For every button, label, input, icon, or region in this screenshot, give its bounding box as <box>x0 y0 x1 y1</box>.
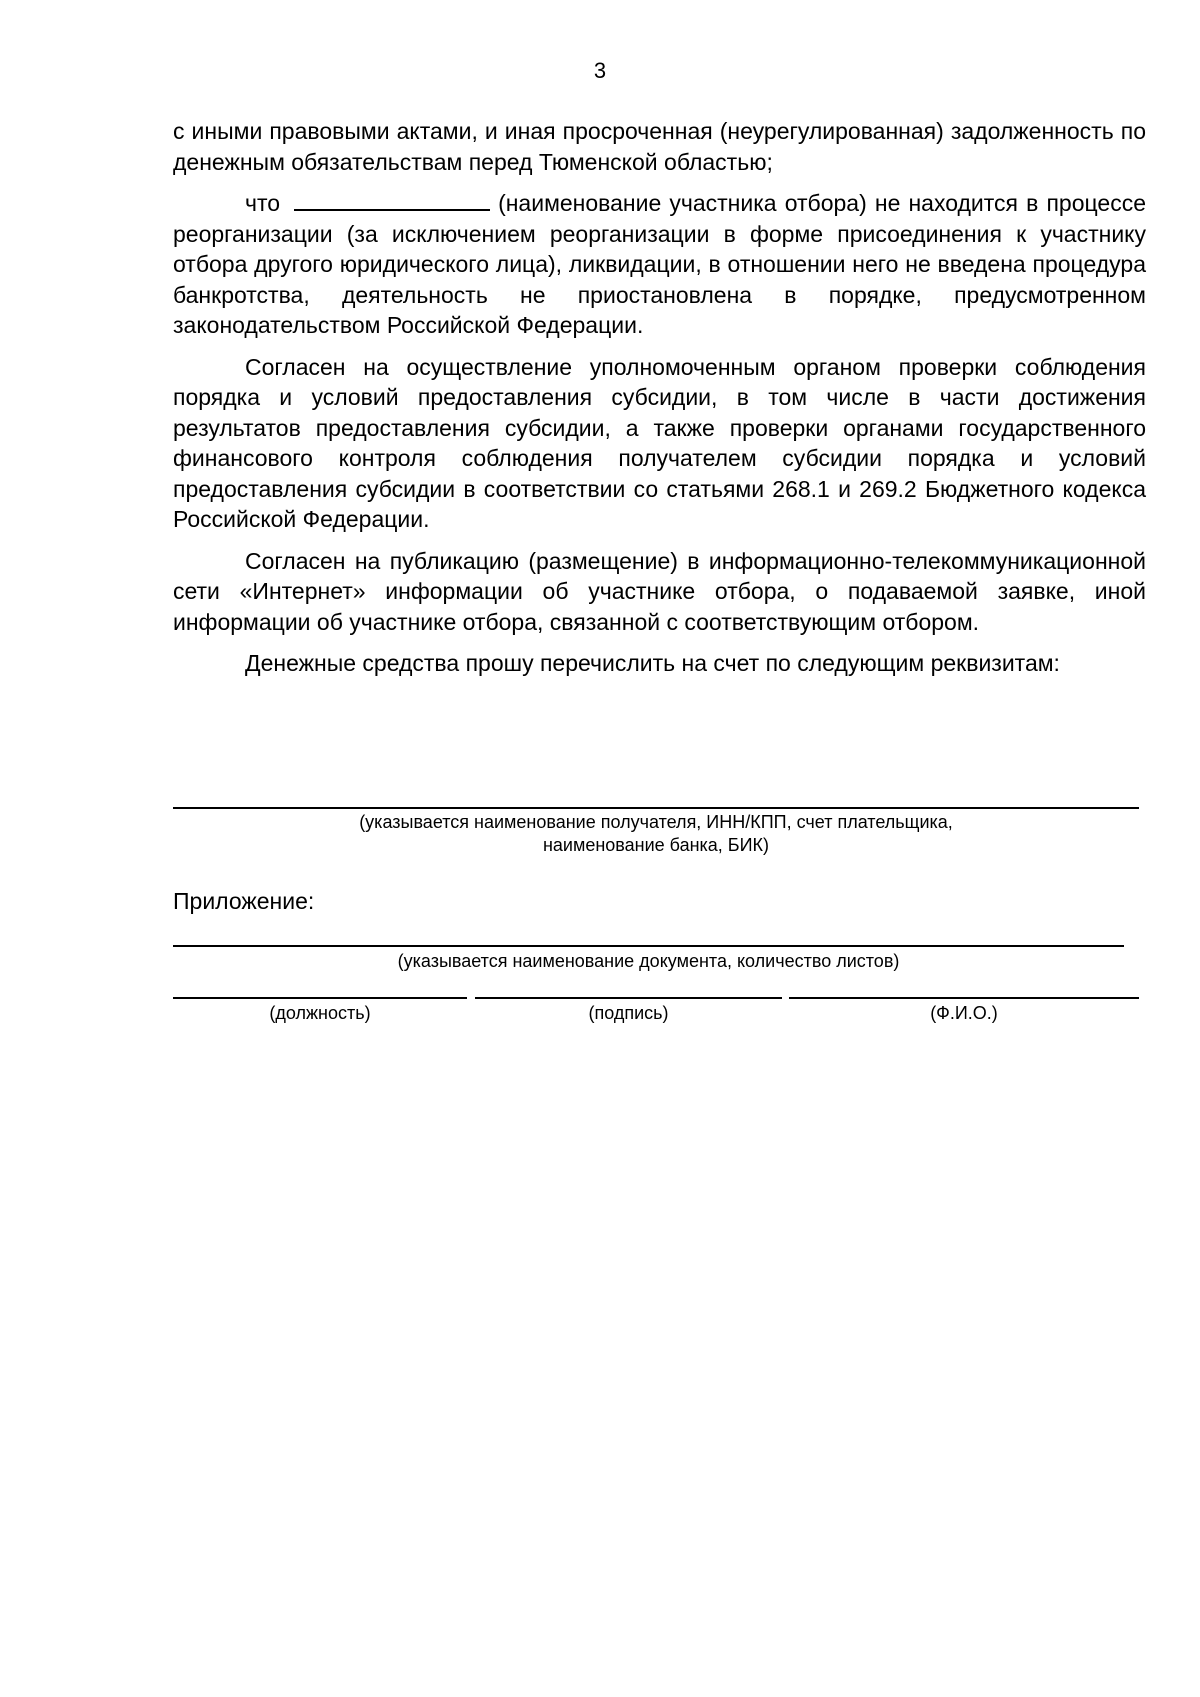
document-body <box>173 116 1146 690</box>
paragraph-reorganization-start: что <box>245 190 281 216</box>
appendix-caption: (указывается наименование документа, количество листов) <box>397 951 900 971</box>
appendix-label: Приложение: <box>173 888 315 914</box>
appendix-line <box>173 945 1124 947</box>
participant-name-blank <box>294 191 490 211</box>
signature-line <box>475 997 782 999</box>
position-line <box>173 997 467 999</box>
position-caption: (должность) <box>269 1003 371 1023</box>
signature-caption: (подпись) <box>588 1003 669 1023</box>
paragraph-consent-inspection: Согласен на осуществление уполномоченным органом проверки соблюдения порядка и условий предоставления субсидии, в том числе в части достижения результатов предоставления субсидии, а также проверки органами государственного финансового контроля соблюдения получателем субсидии порядка и условий предоставления субсидии в соответствии со статьями 268.1 и 269.2 Бюджетного кодекса Российской Федерации. <box>173 353 1146 532</box>
paragraph-reorganization <box>173 188 1146 341</box>
paragraph-reorganization-rest: (наименование участника отбора) не находится в процессе реорганизации (за исключением реорганизации в форме присоединения к участнику отбора другого юридического лица), ликвидации, в отношении него не введена процедура банкротства, деятельность не приостановлена в порядке, предусмотренном законодательством Российской Федерации. <box>173 190 1146 338</box>
requisites-caption-line1: (указывается наименование получателя, ИНН/КПП, счет плательщика, <box>359 812 953 832</box>
paragraph-consent-publication: Согласен на публикацию (размещение) в информационно-телекоммуникационной сети «Интернет» информации об участнике отбора, о подаваемой заявке, иной информации об участнике отбора, связанной с соответствующим отбором. <box>173 547 1146 635</box>
full-name-caption: (Ф.И.О.) <box>930 1003 998 1023</box>
paragraph-debt: с иными правовыми актами, и иная просроченная (неурегулированная) задолженность по денежным обязательствам перед Тюменской областью; <box>173 118 1146 175</box>
requisites-line <box>173 807 1139 809</box>
full-name-line <box>789 997 1139 999</box>
paragraph-payment-request: Денежные средства прошу перечислить на счет по следующим реквизитам: <box>245 650 1060 676</box>
page-number: 3 <box>593 58 607 83</box>
requisites-caption-line2: наименование банка, БИК) <box>542 835 770 855</box>
